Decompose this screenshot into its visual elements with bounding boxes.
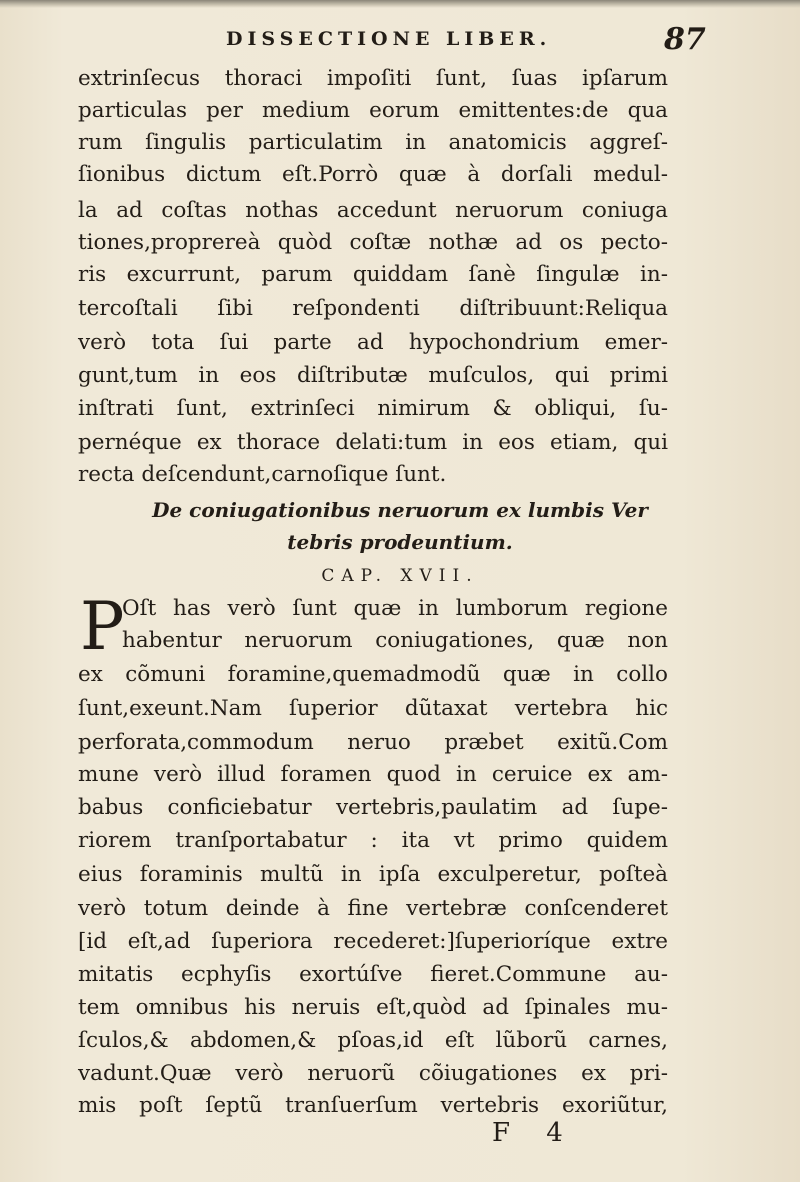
- text-line: extrinſecus thoraci impoſiti ſunt, ſuas ipſarum: [78, 66, 668, 91]
- page-number: 87: [664, 22, 706, 57]
- page-top-edge: [0, 0, 800, 8]
- text-line: ſculos,& abdomen,& pſoas,id eſt lũborũ carnes,: [78, 1028, 668, 1053]
- text-line: tiones,proprereà quòd coſtæ nothæ ad os pecto-: [78, 230, 668, 255]
- text-line: verò tota ſui parte ad hypochondrium emer-: [78, 330, 668, 355]
- text-line: babus conficiebatur vertebris,paulatim ad ſupe-: [78, 795, 668, 820]
- running-head: DISSECTIONE LIBER.: [226, 28, 552, 50]
- text-line: vadunt.Quæ verò neruorũ cõiugationes ex pri-: [78, 1061, 668, 1086]
- text-line: mune verò illud foramen quod in ceruice ex am-: [78, 762, 668, 787]
- chapter-heading-line: De coniugationibus neruorum ex lumbis Ver: [152, 498, 648, 522]
- text-line: recta deſcendunt,carnoſique ſunt.: [78, 462, 447, 487]
- text-line: inſtrati ſunt, extrinſeci nimirum & obliqui, ſu-: [78, 396, 668, 421]
- text-line: mitatis ecphyſis exortúſve fieret.Commune au-: [78, 962, 668, 987]
- text-line: ſunt,exeunt.Nam ſuperior dũtaxat vertebra hic: [78, 696, 668, 721]
- text-line: eius foraminis multũ in ipſa exculperetur, poſteà: [78, 862, 668, 887]
- text-line: gunt,tum in eos diſtributæ muſculos, qui primi: [78, 363, 668, 388]
- text-line: verò totum deinde à fine vertebræ conſcenderet: [78, 896, 668, 921]
- text-line: [id eſt,ad ſuperiora recederet:]ſuperioríque extre: [78, 929, 668, 954]
- text-line: pernéque ex thorace delati:tum in eos etiam, qui: [78, 430, 668, 455]
- text-line: tercoſtali ſibi reſpondenti diſtribuunt:Reliqua: [78, 296, 668, 321]
- text-line: tem omnibus his neruis eſt,quòd ad ſpinales mu-: [78, 995, 668, 1020]
- text-line: particulas per medium eorum emittentes:de qua: [78, 98, 668, 123]
- text-line: ex cõmuni foramine,quemadmodũ quæ in collo: [78, 662, 668, 687]
- text-line: perforata,commodum neruo præbet exitũ.Com: [78, 730, 668, 755]
- text-line: la ad coſtas nothas accedunt neruorum coniuga: [78, 198, 668, 223]
- text-line: habentur neruorum coniugationes, quæ non: [122, 628, 668, 653]
- text-line: riorem tranſportabatur : ita vt primo quidem: [78, 828, 668, 853]
- signature-mark: F 4: [492, 1118, 577, 1148]
- text-line: ris excurrunt, parum quiddam ſanè ſingulæ in-: [78, 262, 668, 287]
- text-line: ſionibus dictum eſt.Porrò quæ à dorſali medul-: [78, 162, 668, 187]
- text-line: Oſt has verò ſunt quæ in lumborum regione: [122, 596, 668, 621]
- text-line: mis poſt ſeptũ tranſuerſum vertebris exoriũtur,: [78, 1093, 668, 1118]
- drop-cap-initial: P: [80, 588, 125, 665]
- chapter-heading-line: tebris prodeuntium.: [287, 530, 513, 554]
- text-line: rum ſingulis particulatim in anatomicis aggreſ-: [78, 130, 668, 155]
- chapter-number: CAP. XVII.: [321, 566, 479, 586]
